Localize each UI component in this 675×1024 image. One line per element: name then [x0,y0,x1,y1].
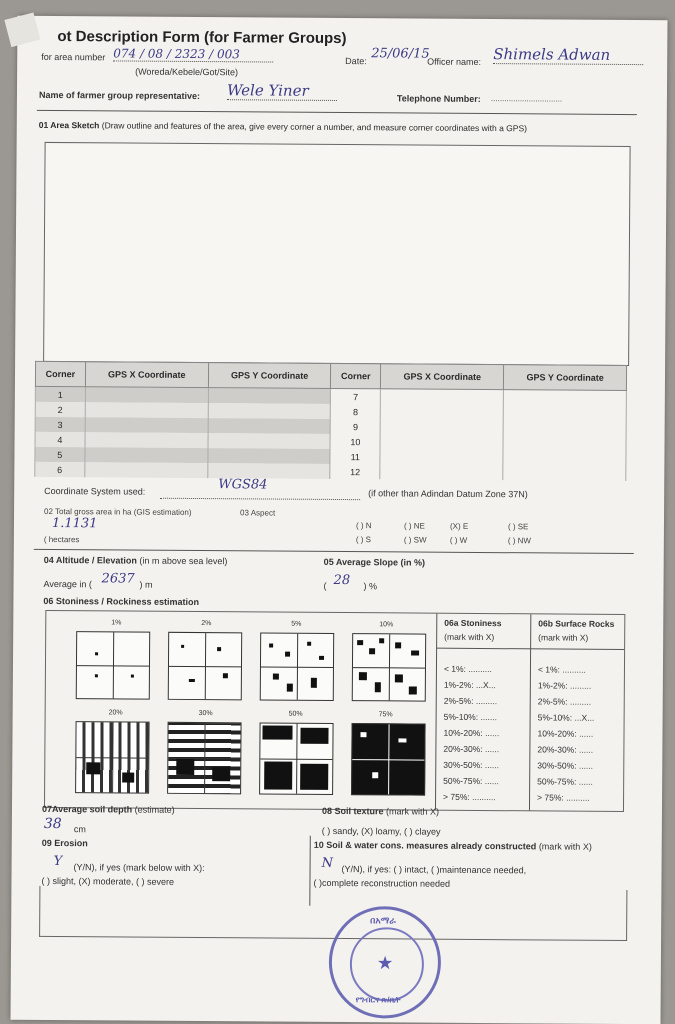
divider [435,614,437,810]
surface-rocks-option[interactable]: 30%-50%: ...... [537,760,594,771]
soil-texture-label: 08 Soil texture [321,805,384,817]
stoniness-column-title: 06a Stoniness [444,617,502,629]
percent-label: 1% [111,619,122,627]
stoniness-diagram-10 [352,633,426,702]
officer-label: Officer name: [427,56,482,67]
sketch-heading [39,120,639,134]
conservation-heading [314,840,592,852]
surface-rocks-option[interactable]: 10%-20%: ...... [537,728,594,739]
gps-coordinates-table [34,361,627,481]
stoniness-option[interactable]: 20%-30%: ...... [443,743,500,755]
corner-cell: 9 [331,419,381,434]
corner-cell: 7 [331,388,381,404]
col-gps-y-2: GPS Y Coordinate [504,365,627,391]
gps-y-cell[interactable] [208,418,331,434]
stamp-bottom-text: የግብርና ጽ/ቤት [355,995,401,1005]
percent-label: 2% [201,620,212,628]
soil-depth-hint: (estimate) [134,804,175,815]
soil-depth-unit: cm [73,824,86,835]
altitude-label: 04 Altitude / Elevation [43,554,137,566]
stoniness-option[interactable]: 5%-10%: ....... [443,711,498,723]
slope-label: 05 Average Slope (in %) [323,556,426,568]
col-gps-y: GPS Y Coordinate [208,363,331,389]
coordinate-system-value[interactable]: WGS84 [218,477,268,493]
surface-rocks-column-hint: (mark with X) [538,632,589,643]
percent-label: 20% [108,709,123,717]
gps-y-cell[interactable] [208,403,331,419]
soil-texture-heading [322,806,439,817]
stoniness-panel [44,610,625,812]
gps-x-cell[interactable] [85,432,208,448]
hectares-text: hectares [48,534,80,545]
stamp-top-text: በአማራ [370,915,396,926]
aspect-w[interactable]: ( ) W [449,535,468,545]
col-gps-x-2: GPS X Coordinate [381,364,504,390]
col-corner: Corner [35,361,85,386]
erosion-yn-value[interactable]: Y [53,854,63,870]
altitude-value[interactable]: 2637 [101,571,135,587]
form-sheet [11,16,668,1024]
coordinate-system-hint: (if other than Adindan Datum Zone 37N) [368,488,528,500]
gps-x-cell[interactable] [85,447,208,463]
conservation-yn-value[interactable]: N [321,855,334,871]
soil-texture-options[interactable]: ( ) sandy, (X) loamy, ( ) clayey [321,825,441,837]
soil-texture-hint: (mark with X) [385,806,440,817]
divider [34,549,634,554]
soil-depth-heading [42,804,175,815]
gps-y-cell[interactable] [504,390,627,406]
representative-label: Name of farmer group representative: [38,89,201,102]
aspect-ne[interactable]: ( ) NE [403,521,425,531]
corner-cell: 4 [35,432,85,447]
conservation-hint: (mark with X) [538,841,592,852]
soil-depth-label: 07Average soil depth [41,803,133,815]
table-row [35,462,626,481]
divider [37,110,637,115]
altitude-hint: (in m above sea level) [139,555,228,567]
sketch-label: 01 Area Sketch [38,119,100,131]
percent-label: 5% [291,620,302,628]
sketch-hint: (Draw outline and features of the area, give every corner a number, and measure corner coordinates with a GPS) [101,120,528,134]
stoniness-diagram-75 [351,723,426,796]
corner-cell: 12 [330,464,380,479]
altitude-avg-label: Average in ( [43,578,92,590]
officer-value[interactable]: Shimels Adwan [493,45,643,65]
corner-cell: 11 [330,449,380,464]
torn-corner [4,12,40,47]
stoniness-diagram-2 [168,632,242,701]
corner-cell: 6 [35,462,85,477]
corner-cell: 2 [35,402,85,417]
corner-cell: 8 [331,404,381,419]
gps-y-cell[interactable] [208,448,331,464]
corner-cell: 3 [35,417,85,432]
stoniness-diagram-5 [260,632,334,701]
gps-x-cell[interactable] [380,389,503,405]
gps-y-cell[interactable] [503,420,626,436]
gross-area-value[interactable]: 1.1131 [51,515,98,532]
gps-x-cell[interactable] [380,434,503,450]
telephone-value[interactable]: ................................ [490,94,563,104]
surface-rocks-option[interactable]: < 1%: .......... [537,664,586,675]
gps-x-cell[interactable] [380,419,503,435]
stoniness-option[interactable]: 10%-20%: ...... [443,727,500,739]
soil-depth-value[interactable]: 38 [43,815,62,833]
percent-label: 10% [379,621,394,629]
stoniness-option[interactable]: 1%-2%: ...X... [443,679,496,691]
slope-value[interactable]: 28 [333,572,351,589]
date-value[interactable]: 25/06/15 [371,46,430,62]
area-number-label: for area number [41,51,106,63]
stoniness-diagram-1 [76,631,150,700]
aspect-se[interactable]: ( ) SE [507,522,529,532]
conservation-label: 10 Soil & water cons. measures already constructed [313,839,537,852]
stoniness-option[interactable]: 50%-75%: ...... [443,775,499,787]
col-corner-2: Corner [331,363,381,388]
conservation-reconstruction-option[interactable]: ( )complete reconstruction needed [313,877,451,889]
area-sub-label: (Woreda/Kebele/Got/Site) [135,66,239,78]
gps-x-cell[interactable] [85,462,208,478]
date-label: Date: [345,56,367,67]
erosion-severity-options[interactable]: ( ) slight, (X) moderate, ( ) severe [41,875,175,887]
aspect-n[interactable]: ( ) N [355,521,372,531]
gps-y-cell[interactable] [503,450,626,466]
gps-x-cell[interactable] [380,404,503,420]
aspect-e[interactable]: (X) E [449,521,469,531]
aspect-nw[interactable]: ( ) NW [507,536,531,546]
stoniness-option[interactable]: 30%-50%: ...... [443,759,500,771]
corner-cell: 1 [35,386,85,402]
aspect-s[interactable]: ( ) S [355,535,372,545]
gps-x-cell[interactable] [85,387,208,403]
stoniness-option[interactable]: > 75%: .......... [443,791,496,803]
surface-rocks-option[interactable]: 20%-30%: ...... [537,744,594,755]
stoniness-diagram-30 [167,722,242,795]
erosion-label: 09 Erosion [41,837,88,849]
altitude-heading [44,555,228,566]
aspect-label: 03 Aspect [240,508,276,518]
corner-cell: 10 [330,434,380,449]
percent-label: 75% [378,711,393,719]
erosion-yn-text: (Y/N), if yes (mark below with X): [73,862,205,874]
surface-rocks-option[interactable]: 5%-10%: ...X... [537,712,595,723]
percent-label: 30% [198,710,213,718]
gps-x-cell[interactable] [85,417,208,433]
gps-x-cell[interactable] [380,464,503,480]
stoniness-label: 06 Stoniness / Rockiness estimation [43,595,200,608]
telephone-label: Telephone Number: [396,93,481,104]
surface-rocks-option[interactable]: 50%-75%: ...... [537,776,593,787]
stoniness-diagram-50 [259,722,334,795]
gps-y-cell[interactable] [503,465,626,481]
area-sketch-box[interactable] [43,142,631,366]
stoniness-option[interactable]: 2%-5%: ......... [443,695,498,707]
corner-cell: 5 [35,447,85,462]
gross-area-label: 02 Total gross area in ha (GIS estimation) [44,506,192,517]
stoniness-diagram-20 [75,721,150,794]
surface-rocks-option[interactable]: > 75%: .......... [537,792,590,803]
gps-x-cell[interactable] [380,449,503,465]
gps-y-cell[interactable] [208,388,331,404]
altitude-unit: ) m [139,579,153,590]
conservation-yn-text: (Y/N), if yes: ( ) intact, ( )maintenance needed, [341,864,527,876]
form-title: ot Description Form (for Farmer Groups) [57,28,347,48]
divider [529,614,531,810]
slope-open: ( [323,580,327,591]
stoniness-column-hint: (mark with X) [444,631,495,643]
gps-x-cell[interactable] [85,402,208,418]
representative-value[interactable]: Wele Yiner [227,81,337,101]
surface-rocks-option[interactable]: 1%-2%: ......... [537,680,592,691]
gps-y-cell[interactable] [208,433,331,449]
notes-box [39,886,627,941]
col-gps-x: GPS X Coordinate [85,362,208,388]
aspect-sw[interactable]: ( ) SW [403,535,427,545]
stoniness-option[interactable]: < 1%: .......... [443,663,492,675]
stamp-star-icon: ★ [377,955,393,973]
area-number-value[interactable]: 074 / 08 / 2323 / 003 [113,46,273,62]
percent-label: 50% [288,710,303,718]
gps-y-cell[interactable] [504,405,627,421]
official-stamp [329,906,442,1019]
surface-rocks-option[interactable]: 2%-5%: ......... [537,696,592,707]
gps-y-cell[interactable] [503,435,626,451]
hectares-label: ( hectares [43,534,80,545]
slope-unit: ) % [363,581,378,592]
surface-rocks-column-title: 06b Surface Rocks [538,618,615,629]
coordinate-system-label: Coordinate System used: [44,485,146,497]
